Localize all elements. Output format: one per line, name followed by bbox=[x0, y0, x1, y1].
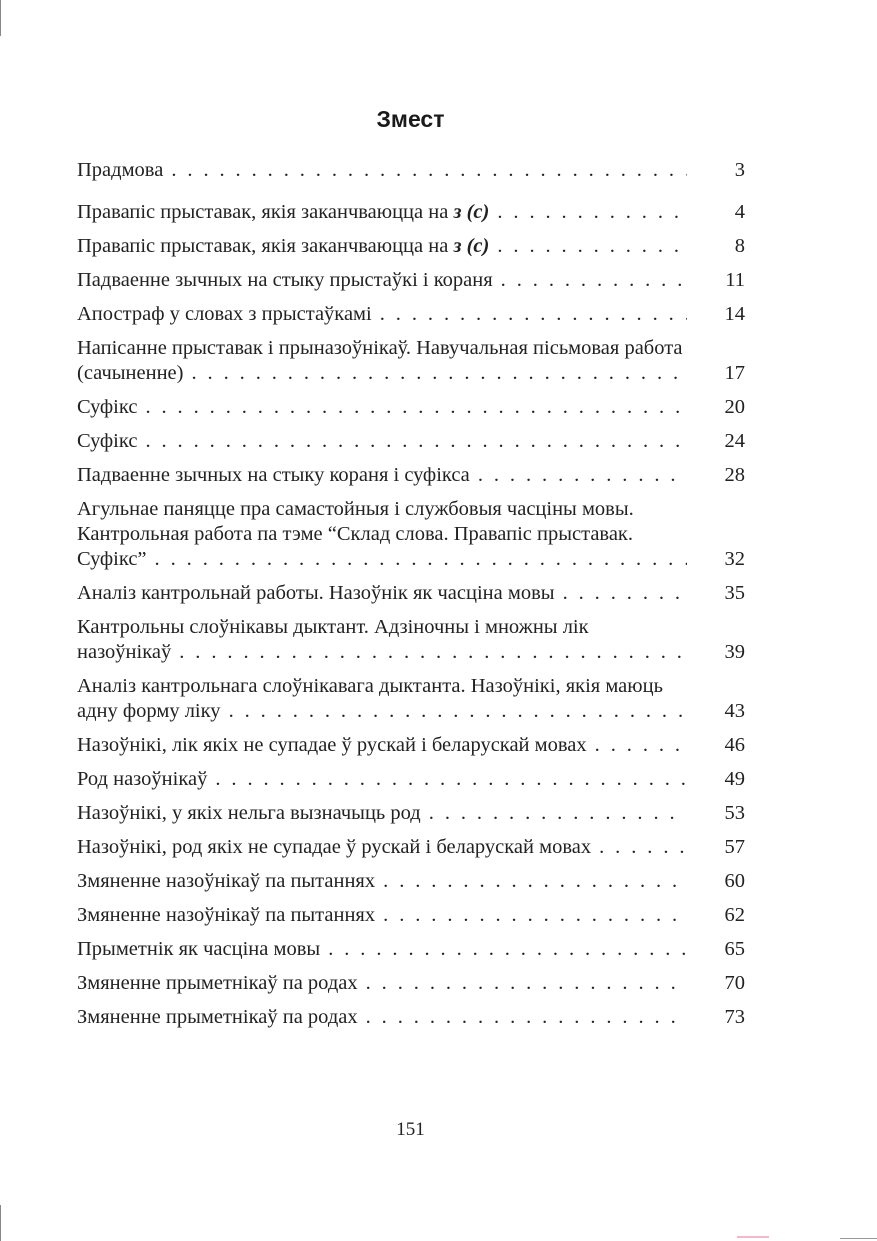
toc-entry-title bbox=[77, 497, 687, 572]
toc-entry-page: 14 bbox=[724, 303, 745, 325]
toc-entry-page: 3 bbox=[734, 159, 745, 181]
toc-entry-title bbox=[77, 674, 687, 724]
toc-entry-page: 65 bbox=[724, 938, 745, 960]
entry-text: Род назоўнікаў bbox=[77, 768, 208, 790]
toc-entry[interactable] bbox=[77, 615, 745, 665]
toc-entry-page: 24 bbox=[724, 430, 745, 452]
page-title: Змест bbox=[376, 106, 445, 132]
toc-entry[interactable] bbox=[77, 268, 745, 293]
toc-entry-title bbox=[77, 234, 687, 259]
toc-entry-title bbox=[77, 268, 687, 293]
toc-entry[interactable] bbox=[77, 200, 745, 225]
toc-entry-title bbox=[77, 463, 687, 488]
toc-entry-page: 8 bbox=[734, 235, 745, 257]
toc-entry-title bbox=[77, 937, 687, 962]
toc-entry[interactable] bbox=[77, 674, 745, 724]
toc-entry[interactable] bbox=[77, 835, 745, 860]
toc-entry-page: 43 bbox=[724, 700, 745, 722]
toc-entry-title bbox=[77, 336, 687, 386]
entry-text: Правапіс прыставак, якія заканчваюцца на bbox=[77, 235, 454, 257]
toc-entry[interactable] bbox=[77, 1005, 745, 1030]
toc-entry[interactable] bbox=[77, 497, 745, 572]
toc-entry-page: 32 bbox=[724, 548, 745, 570]
toc-entry-title bbox=[77, 767, 687, 792]
toc-entry-page: 17 bbox=[724, 362, 745, 384]
toc-entry-title bbox=[77, 835, 687, 860]
toc-entry[interactable] bbox=[77, 869, 745, 894]
toc-entry-page: 4 bbox=[734, 201, 745, 223]
entry-text: Прыметнік як часціна мовы bbox=[77, 938, 321, 960]
toc-entry-page: 11 bbox=[725, 269, 745, 291]
entry-text: Прадмова bbox=[77, 159, 164, 181]
toc-entry-title bbox=[77, 971, 687, 996]
entry-text: Суфікс bbox=[77, 430, 138, 452]
toc-entry-title bbox=[77, 801, 687, 826]
toc-entry[interactable] bbox=[77, 336, 745, 386]
entry-text: Назоўнікі, лік якіх не супадае ў рускай і беларускай мовах bbox=[77, 734, 587, 756]
entry-text: Суфікс bbox=[77, 396, 138, 418]
toc-entry[interactable] bbox=[77, 733, 745, 758]
entry-text: Аналіз кантрольнага слоўнікавага дыктанта. Назоўнікі, якія маюць адну форму ліку bbox=[77, 675, 663, 722]
toc-entry-page: 39 bbox=[724, 641, 745, 663]
toc-entry-title bbox=[77, 869, 687, 894]
entry-text: Аналіз кантрольнай работы. Назоўнік як часціна мовы bbox=[77, 582, 555, 604]
toc-entry-page: 49 bbox=[724, 768, 745, 790]
toc-entry-title bbox=[77, 395, 687, 420]
toc-entry[interactable] bbox=[77, 158, 745, 183]
page-edge-mark bbox=[0, 1205, 1, 1241]
toc-entry[interactable] bbox=[77, 767, 745, 792]
toc-entry-title bbox=[77, 302, 687, 327]
toc-entry-page: 62 bbox=[724, 904, 745, 926]
page-edge-mark bbox=[0, 0, 1, 36]
toc-entry[interactable] bbox=[77, 463, 745, 488]
entry-text: Назоўнікі, у якіх нельга вызначыць род bbox=[77, 802, 421, 824]
toc-entry-page: 53 bbox=[724, 802, 745, 824]
toc-entry-page: 46 bbox=[724, 734, 745, 756]
toc-entry-page: 57 bbox=[724, 836, 745, 858]
toc-entry[interactable] bbox=[77, 581, 745, 606]
toc-entry[interactable] bbox=[77, 903, 745, 928]
toc-entry[interactable] bbox=[77, 937, 745, 962]
toc-entry-page: 20 bbox=[724, 396, 745, 418]
page-number: 151 bbox=[396, 1119, 425, 1140]
toc-entry-title bbox=[77, 1005, 687, 1030]
toc-entry[interactable] bbox=[77, 302, 745, 327]
toc-entry-title bbox=[77, 158, 687, 183]
entry-text: Правапіс прыставак, якія заканчваюцца на bbox=[77, 201, 454, 223]
entry-emphasis: з (с) bbox=[453, 201, 490, 223]
toc-entry-title bbox=[77, 200, 687, 225]
toc-entry[interactable] bbox=[77, 971, 745, 996]
table-of-contents bbox=[77, 158, 745, 1039]
entry-text: Агульнае паняцце пра самастойныя і службовыя часціны мовы. Кантрольная работа па тэме “Склад слова. Правапіс прыставак. Суфікс” bbox=[77, 498, 634, 570]
entry-text: Кантрольны слоўнікавы дыктант. Адзіночны і множны лік назоўнікаў bbox=[77, 616, 589, 663]
toc-entry-page: 73 bbox=[724, 1006, 745, 1028]
toc-entry-title bbox=[77, 429, 687, 454]
toc-entry[interactable] bbox=[77, 395, 745, 420]
entry-emphasis: з (с) bbox=[453, 235, 490, 257]
entry-text: Падваенне зычных на стыку прыстаўкі і кораня bbox=[77, 269, 493, 291]
entry-text: Назоўнікі, род якіх не супадае ў рускай і беларускай мовах bbox=[77, 836, 592, 858]
entry-text: Падваенне зычных на стыку кораня і суфікса bbox=[77, 464, 470, 486]
page-edge-mark bbox=[840, 1238, 877, 1239]
toc-entry-title bbox=[77, 581, 687, 606]
entry-text: Змяненне прыметнікаў па родах bbox=[77, 972, 358, 994]
toc-entry-title bbox=[77, 615, 687, 665]
toc-entry-page: 60 bbox=[724, 870, 745, 892]
toc-entry-page: 28 bbox=[724, 464, 745, 486]
toc-entry-title bbox=[77, 733, 687, 758]
toc-entry[interactable] bbox=[77, 234, 745, 259]
entry-text: Змяненне прыметнікаў па родах bbox=[77, 1006, 358, 1028]
entry-text: Змяненне назоўнікаў па пытаннях bbox=[77, 870, 376, 892]
toc-entry[interactable] bbox=[77, 429, 745, 454]
toc-entry[interactable] bbox=[77, 801, 745, 826]
entry-text: Апостраф у словах з прыстаўкамі bbox=[77, 303, 372, 325]
entry-text: Змяненне назоўнікаў па пытаннях bbox=[77, 904, 376, 926]
toc-entry-page: 70 bbox=[724, 972, 745, 994]
entry-text: Напісанне прыставак і прыназоўнікаў. Навучальная пісьмовая работа (сачыненне) bbox=[77, 337, 683, 384]
page-edge-mark bbox=[737, 1236, 769, 1238]
toc-entry-page: 35 bbox=[724, 582, 745, 604]
toc-entry-title bbox=[77, 903, 687, 928]
